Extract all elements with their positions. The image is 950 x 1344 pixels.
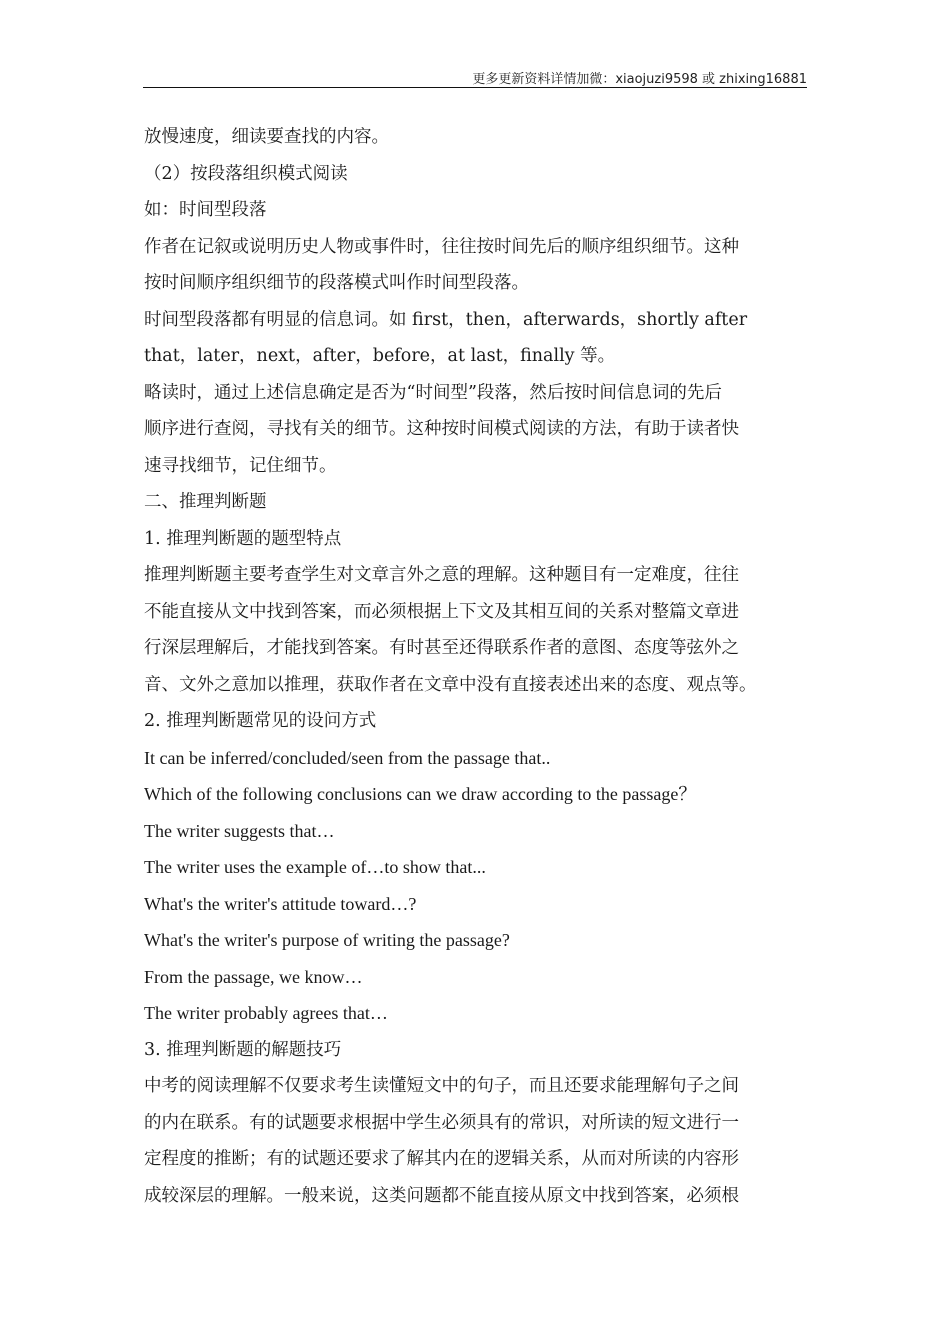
question-stem-line: The writer uses the example of…to show that... (144, 857, 486, 877)
body-line: 略读时，通过上述信息确定是否为“时间型”段落，然后按时间信息词的先后 (144, 382, 722, 403)
question-stem-line: What's the writer's purpose of writing the passage? (144, 930, 510, 950)
body-line: 行深层理解后，才能找到答案。有时甚至还得联系作者的意图、态度等弦外之 (144, 638, 739, 658)
body-line: 成较深层的理解。一般来说，这类问题都不能直接从原文中找到答案，必须根 (144, 1185, 739, 1206)
subsection-heading: 1. 推理判断题的题型特点 (144, 528, 342, 549)
body-line: （2）按段落组织模式阅读 (144, 163, 348, 184)
body-line: 音、文外之意加以推理，获取作者在文章中没有直接表述出来的态度、观点等。 (144, 674, 757, 695)
question-stem-line: The writer suggests that… (144, 820, 335, 841)
body-line: 如：时间型段落 (144, 200, 267, 220)
question-stem-line: It can be inferred/concluded/seen from the passage that.. (144, 747, 551, 768)
question-stem-line: Which of the following conclusions can we draw according to the passage？ (144, 784, 697, 804)
body-line: 顺序进行查阅，寻找有关的细节。这种按时间模式阅读的方法，有助于读者快 (144, 419, 739, 439)
header-divider (143, 87, 807, 88)
document-body (144, 119, 808, 1214)
body-line: 推理判断题主要考查学生对文章言外之意的理解。这种题目有一定难度，往往 (144, 565, 739, 585)
body-line: 作者在记叙或说明历史人物或事件时，往往按时间先后的顺序组织细节。这种 (144, 236, 739, 257)
body-line: 定程度的推断；有的试题还要求了解其内在的逻辑关系，从而对所读的内容形 (144, 1149, 739, 1169)
question-stem-line: From the passage, we know… (144, 966, 363, 987)
subsection-heading: 3. 推理判断题的解题技巧 (144, 1039, 342, 1060)
body-line: 中考的阅读理解不仅要求考生读懂短文中的句子，而且还要求能理解句子之间 (144, 1076, 739, 1096)
body-line: 按时间顺序组织细节的段落模式叫作时间型段落。 (144, 273, 529, 293)
body-line: 时间型段落都有明显的信息词。如 first，then，afterwards，shortly after (144, 309, 748, 330)
body-line: 放慢速度，细读要查找的内容。 (144, 127, 389, 147)
body-line: 的内在联系。有的试题要求根据中学生必须具有的常识，对所读的短文进行一 (144, 1112, 739, 1133)
page-header-text: 更多更新资料详情加微：xiaojuzi9598 或 zhixing16881 (472, 72, 807, 87)
question-stem-line: The writer probably agrees that… (144, 1003, 388, 1023)
body-line: 不能直接从文中找到答案，而必须根据上下文及其相互间的关系对整篇文章进 (144, 601, 739, 622)
question-stem-line: What's the writer's attitude toward…? (144, 893, 417, 914)
body-line: that，later，next，after，before，at last，finally 等。 (144, 346, 616, 366)
body-line: 速寻找细节，记住细节。 (144, 455, 337, 476)
section-heading: 二、推理判断题 (144, 492, 267, 512)
subsection-heading: 2. 推理判断题常见的设问方式 (144, 711, 377, 731)
